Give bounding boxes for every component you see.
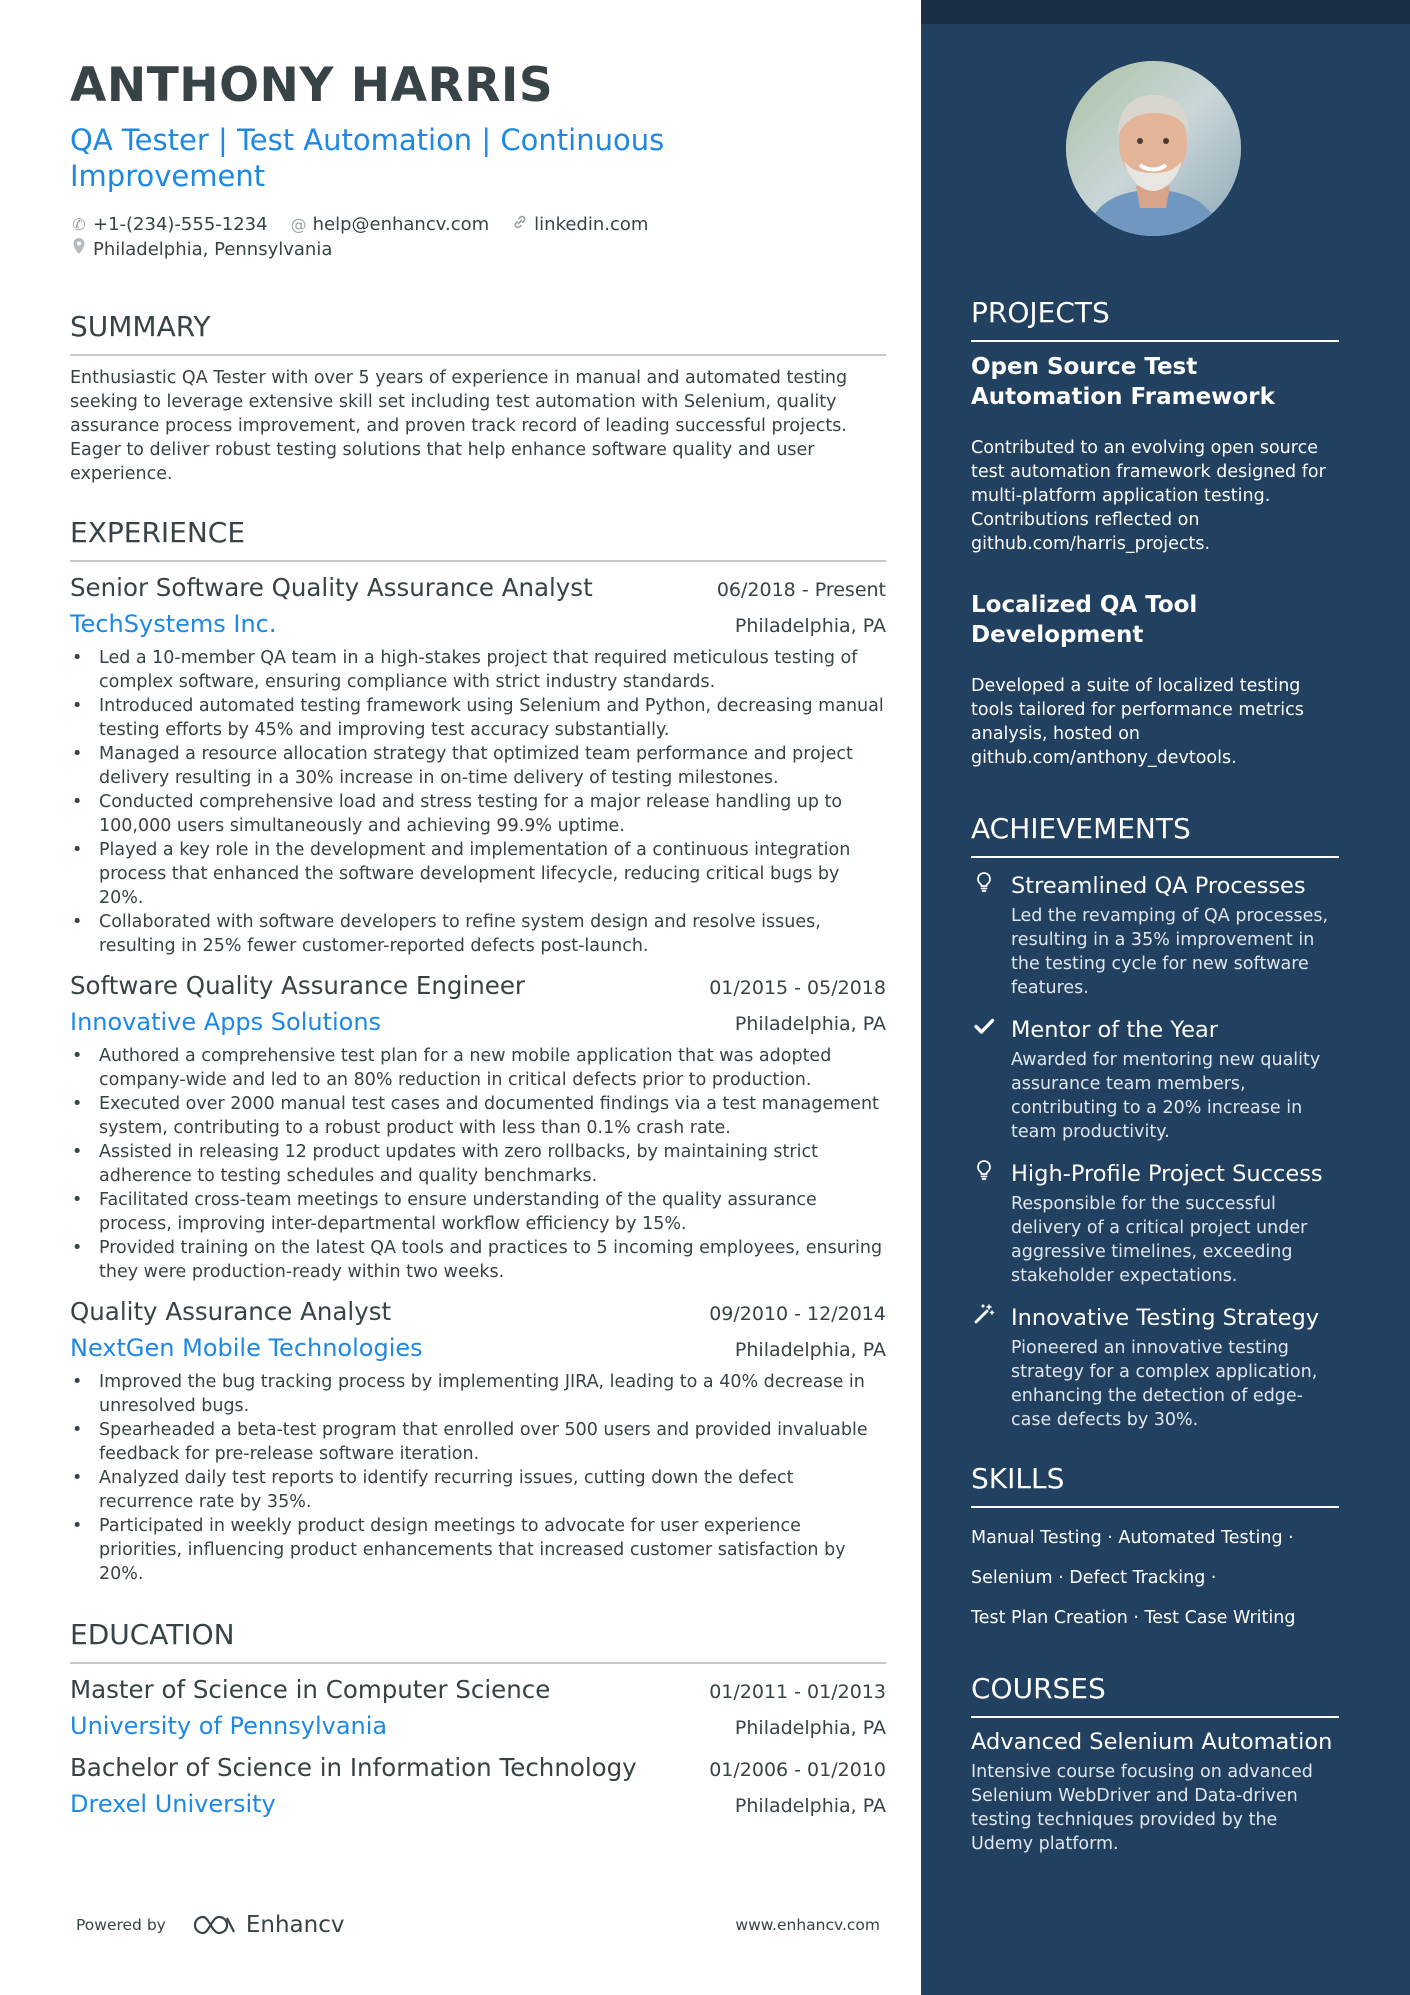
skill-line: Selenium · Defect Tracking · <box>971 1568 1217 1588</box>
project-description: Contributed to an evolving open source test automation framework designed for multi-platform application testing. Contributions reflected on github.com/harris_projects. <box>971 438 1326 554</box>
contact-location <box>70 237 332 262</box>
candidate-name: ANTHONY HARRIS <box>70 58 554 113</box>
projects-title: PROJECTS <box>971 296 1339 342</box>
job-bullet: • Authored a comprehensive test plan for a new mobile application that was adopted company-wide and led to an 80% reduction in critical defects prior to production. <box>70 1044 886 1092</box>
location-text: Philadelphia, Pennsylvania <box>93 239 333 260</box>
powered-by <box>76 1912 344 1938</box>
skill-line: Manual Testing · Automated Testing · <box>971 1528 1294 1548</box>
job-bullet: • Introduced automated testing framework using Selenium and Python, decreasing manual testing efforts by 45% and improving test accuracy substantially. <box>70 694 886 742</box>
courses-section <box>971 1672 1339 1856</box>
achievements-section <box>971 812 1339 1432</box>
job-bullet: • Led a 10-member QA team in a high-stakes project that required meticulous testing of complex software, ensuring compliance with strict industry standards. <box>70 646 886 694</box>
school-name[interactable]: University of Pennsylvania <box>70 1712 388 1740</box>
degree: Bachelor of Science in Information Technology <box>70 1753 637 1782</box>
achievement-title: High-Profile Project Success <box>1011 1161 1323 1187</box>
achievement-entry <box>971 870 1339 1000</box>
job-title: Quality Assurance Analyst <box>70 1297 392 1326</box>
job-location: Philadelphia, PA <box>734 615 886 637</box>
sidebar-content <box>971 296 1339 1856</box>
degree: Master of Science in Computer Science <box>70 1675 551 1704</box>
at-icon: @ <box>290 215 307 234</box>
project-entry <box>971 590 1339 770</box>
job-bullet: • Assisted in releasing 12 product updates with zero rollbacks, by maintaining strict adherence to testing schedules and quality benchmarks. <box>70 1140 886 1188</box>
brand-name: Enhancv <box>245 1912 345 1938</box>
job-bullet: • Facilitated cross-team meetings to ensure understanding of the quality assurance process, improving inter-departmental workflow efficiency by 15%. <box>70 1188 886 1236</box>
job-dates: 09/2010 - 12/2014 <box>709 1303 886 1325</box>
powered-by-label: Powered by <box>76 1916 166 1934</box>
summary-text: Enthusiastic QA Tester with over 5 years of experience in manual and automated testing seeking to leverage extensive skill set including test automation with Selenium, quality assurance process improvement, and proven track record of leading successful projects. Eager to deliver robust testing solutions that help enhance software quality and user experience. <box>70 368 848 484</box>
education-section <box>70 1618 886 1822</box>
job-bullet: • Spearheaded a beta-test program that enrolled over 500 users and provided invaluable feedback for pre-release software iteration. <box>70 1418 886 1466</box>
main-column <box>70 58 886 1822</box>
phone-icon: ✆ <box>72 215 86 234</box>
experience-title: EXPERIENCE <box>70 516 886 562</box>
experience-section <box>70 516 886 1586</box>
contact-phone[interactable] <box>70 212 268 237</box>
school-name[interactable]: Drexel University <box>70 1790 276 1818</box>
skill-line: Test Plan Creation · Test Case Writing <box>971 1608 1296 1628</box>
achievements-title: ACHIEVEMENTS <box>971 812 1339 858</box>
job-bullets <box>70 1370 886 1586</box>
achievement-title: Innovative Testing Strategy <box>1011 1305 1320 1331</box>
job-bullet: • Played a key role in the development and implementation of a continuous integration process that enhanced the software development lifecycle, reducing critical bugs by 20%. <box>70 838 886 910</box>
job-bullet: • Analyzed daily test reports to identify recurring issues, cutting down the defect recurrence rate by 35%. <box>70 1466 886 1514</box>
job-dates: 01/2015 - 05/2018 <box>709 977 886 999</box>
course-description: Intensive course focusing on advanced Selenium WebDriver and Data-driven testing techniques provided by the Udemy platform. <box>971 1762 1313 1854</box>
lightbulb-icon <box>971 1158 997 1288</box>
job-bullet: • Provided training on the latest QA tools and practices to 5 incoming employees, ensuring they were production-ready within two weeks. <box>70 1236 886 1284</box>
brand-logo[interactable] <box>192 1912 345 1938</box>
achievement-entry <box>971 1158 1339 1288</box>
contact-info <box>70 212 886 262</box>
achievement-description: Pioneered an innovative testing strategy for a complex application, enhancing the detection of edge-case defects by 30%. <box>1011 1338 1318 1430</box>
job-title: Senior Software Quality Assurance Analyst <box>70 573 593 602</box>
magic-wand-icon <box>971 1302 997 1432</box>
job-entry <box>70 570 886 958</box>
courses-title: COURSES <box>971 1672 1339 1718</box>
skills-section <box>971 1462 1339 1638</box>
achievement-description: Led the revamping of QA processes, resulting in a 35% improvement in the testing cycle for new software features. <box>1011 906 1329 998</box>
skills-title: SKILLS <box>971 1462 1339 1508</box>
lightbulb-icon <box>971 870 997 1000</box>
headline: QA Tester | Test Automation | Continuous Improvement <box>70 123 665 193</box>
checkmark-icon <box>971 1014 997 1144</box>
company-name[interactable]: Innovative Apps Solutions <box>70 1008 382 1036</box>
school-location: Philadelphia, PA <box>734 1717 886 1739</box>
footer <box>76 1912 880 1938</box>
skills-list <box>971 1518 1339 1638</box>
location-pin-icon <box>70 237 88 262</box>
sidebar-top-band <box>921 0 1410 24</box>
linkedin-text: linkedin.com <box>534 214 649 235</box>
achievement-title: Mentor of the Year <box>1011 1017 1219 1043</box>
job-bullet: • Conducted comprehensive load and stress testing for a major release handling up to 100,000 users simultaneously and achieving 99.9% uptime. <box>70 790 886 838</box>
education-dates: 01/2006 - 01/2010 <box>709 1759 886 1781</box>
phone-text: +1-(234)-555-1234 <box>93 214 268 235</box>
education-title: EDUCATION <box>70 1618 886 1664</box>
job-bullets <box>70 1044 886 1284</box>
company-name[interactable]: NextGen Mobile Technologies <box>70 1334 423 1362</box>
email-text: help@enhancv.com <box>312 214 490 235</box>
job-bullet: • Managed a resource allocation strategy that optimized team performance and project delivery resulting in a 30% increase in on-time delivery of testing milestones. <box>70 742 886 790</box>
job-title: Software Quality Assurance Engineer <box>70 971 525 1000</box>
job-entry <box>70 1294 886 1586</box>
job-bullet: • Executed over 2000 manual test cases and documented findings via a test management system, contributing to a robust product with less than 0.1% crash rate. <box>70 1092 886 1140</box>
job-location: Philadelphia, PA <box>734 1013 886 1035</box>
course-title: Advanced Selenium Automation <box>971 1729 1333 1755</box>
job-bullets <box>70 646 886 958</box>
job-bullet: • Participated in weekly product design meetings to advocate for user experience priorities, influencing product enhancements that increased customer satisfaction by 20%. <box>70 1514 886 1586</box>
education-entry <box>70 1750 886 1822</box>
achievement-description: Responsible for the successful delivery of a critical project under aggressive timelines, exceeding stakeholder expectations. <box>1011 1194 1308 1286</box>
contact-linkedin[interactable] <box>511 212 648 237</box>
school-location: Philadelphia, PA <box>734 1795 886 1817</box>
achievement-entry <box>971 1302 1339 1432</box>
achievement-title: Streamlined QA Processes <box>1011 873 1306 899</box>
achievement-description: Awarded for mentoring new quality assurance team members, contributing to a 20% increase in team productivity. <box>1011 1050 1321 1142</box>
job-bullet: • Collaborated with software developers to refine system design and resolve issues, resulting in 25% fewer customer-reported defects post-launch. <box>70 910 886 958</box>
summary-title: SUMMARY <box>70 310 886 356</box>
education-entry <box>70 1672 886 1744</box>
job-location: Philadelphia, PA <box>734 1339 886 1361</box>
project-title: Open Source Test Automation Framework <box>971 354 1275 410</box>
achievement-entry <box>971 1014 1339 1144</box>
job-entry <box>70 968 886 1284</box>
enhancv-logo-icon <box>192 1914 238 1936</box>
contact-email[interactable] <box>290 212 490 237</box>
avatar <box>1066 61 1241 236</box>
project-title: Localized QA Tool Development <box>971 592 1198 648</box>
education-dates: 01/2011 - 01/2013 <box>709 1681 886 1703</box>
summary-section <box>70 310 886 486</box>
job-bullet: • Improved the bug tracking process by implementing JIRA, leading to a 40% decrease in unresolved bugs. <box>70 1370 886 1418</box>
projects-section <box>971 296 1339 770</box>
website-link[interactable]: www.enhancv.com <box>735 1916 880 1934</box>
sidebar <box>921 0 1410 1995</box>
job-dates: 06/2018 - Present <box>716 579 886 601</box>
company-name[interactable]: TechSystems Inc. <box>70 610 277 638</box>
project-entry <box>971 352 1339 556</box>
project-description: Developed a suite of localized testing tools tailored for performance metrics analysis, hosted on github.com/anthony_devtools. <box>971 676 1304 768</box>
link-icon <box>511 212 529 237</box>
